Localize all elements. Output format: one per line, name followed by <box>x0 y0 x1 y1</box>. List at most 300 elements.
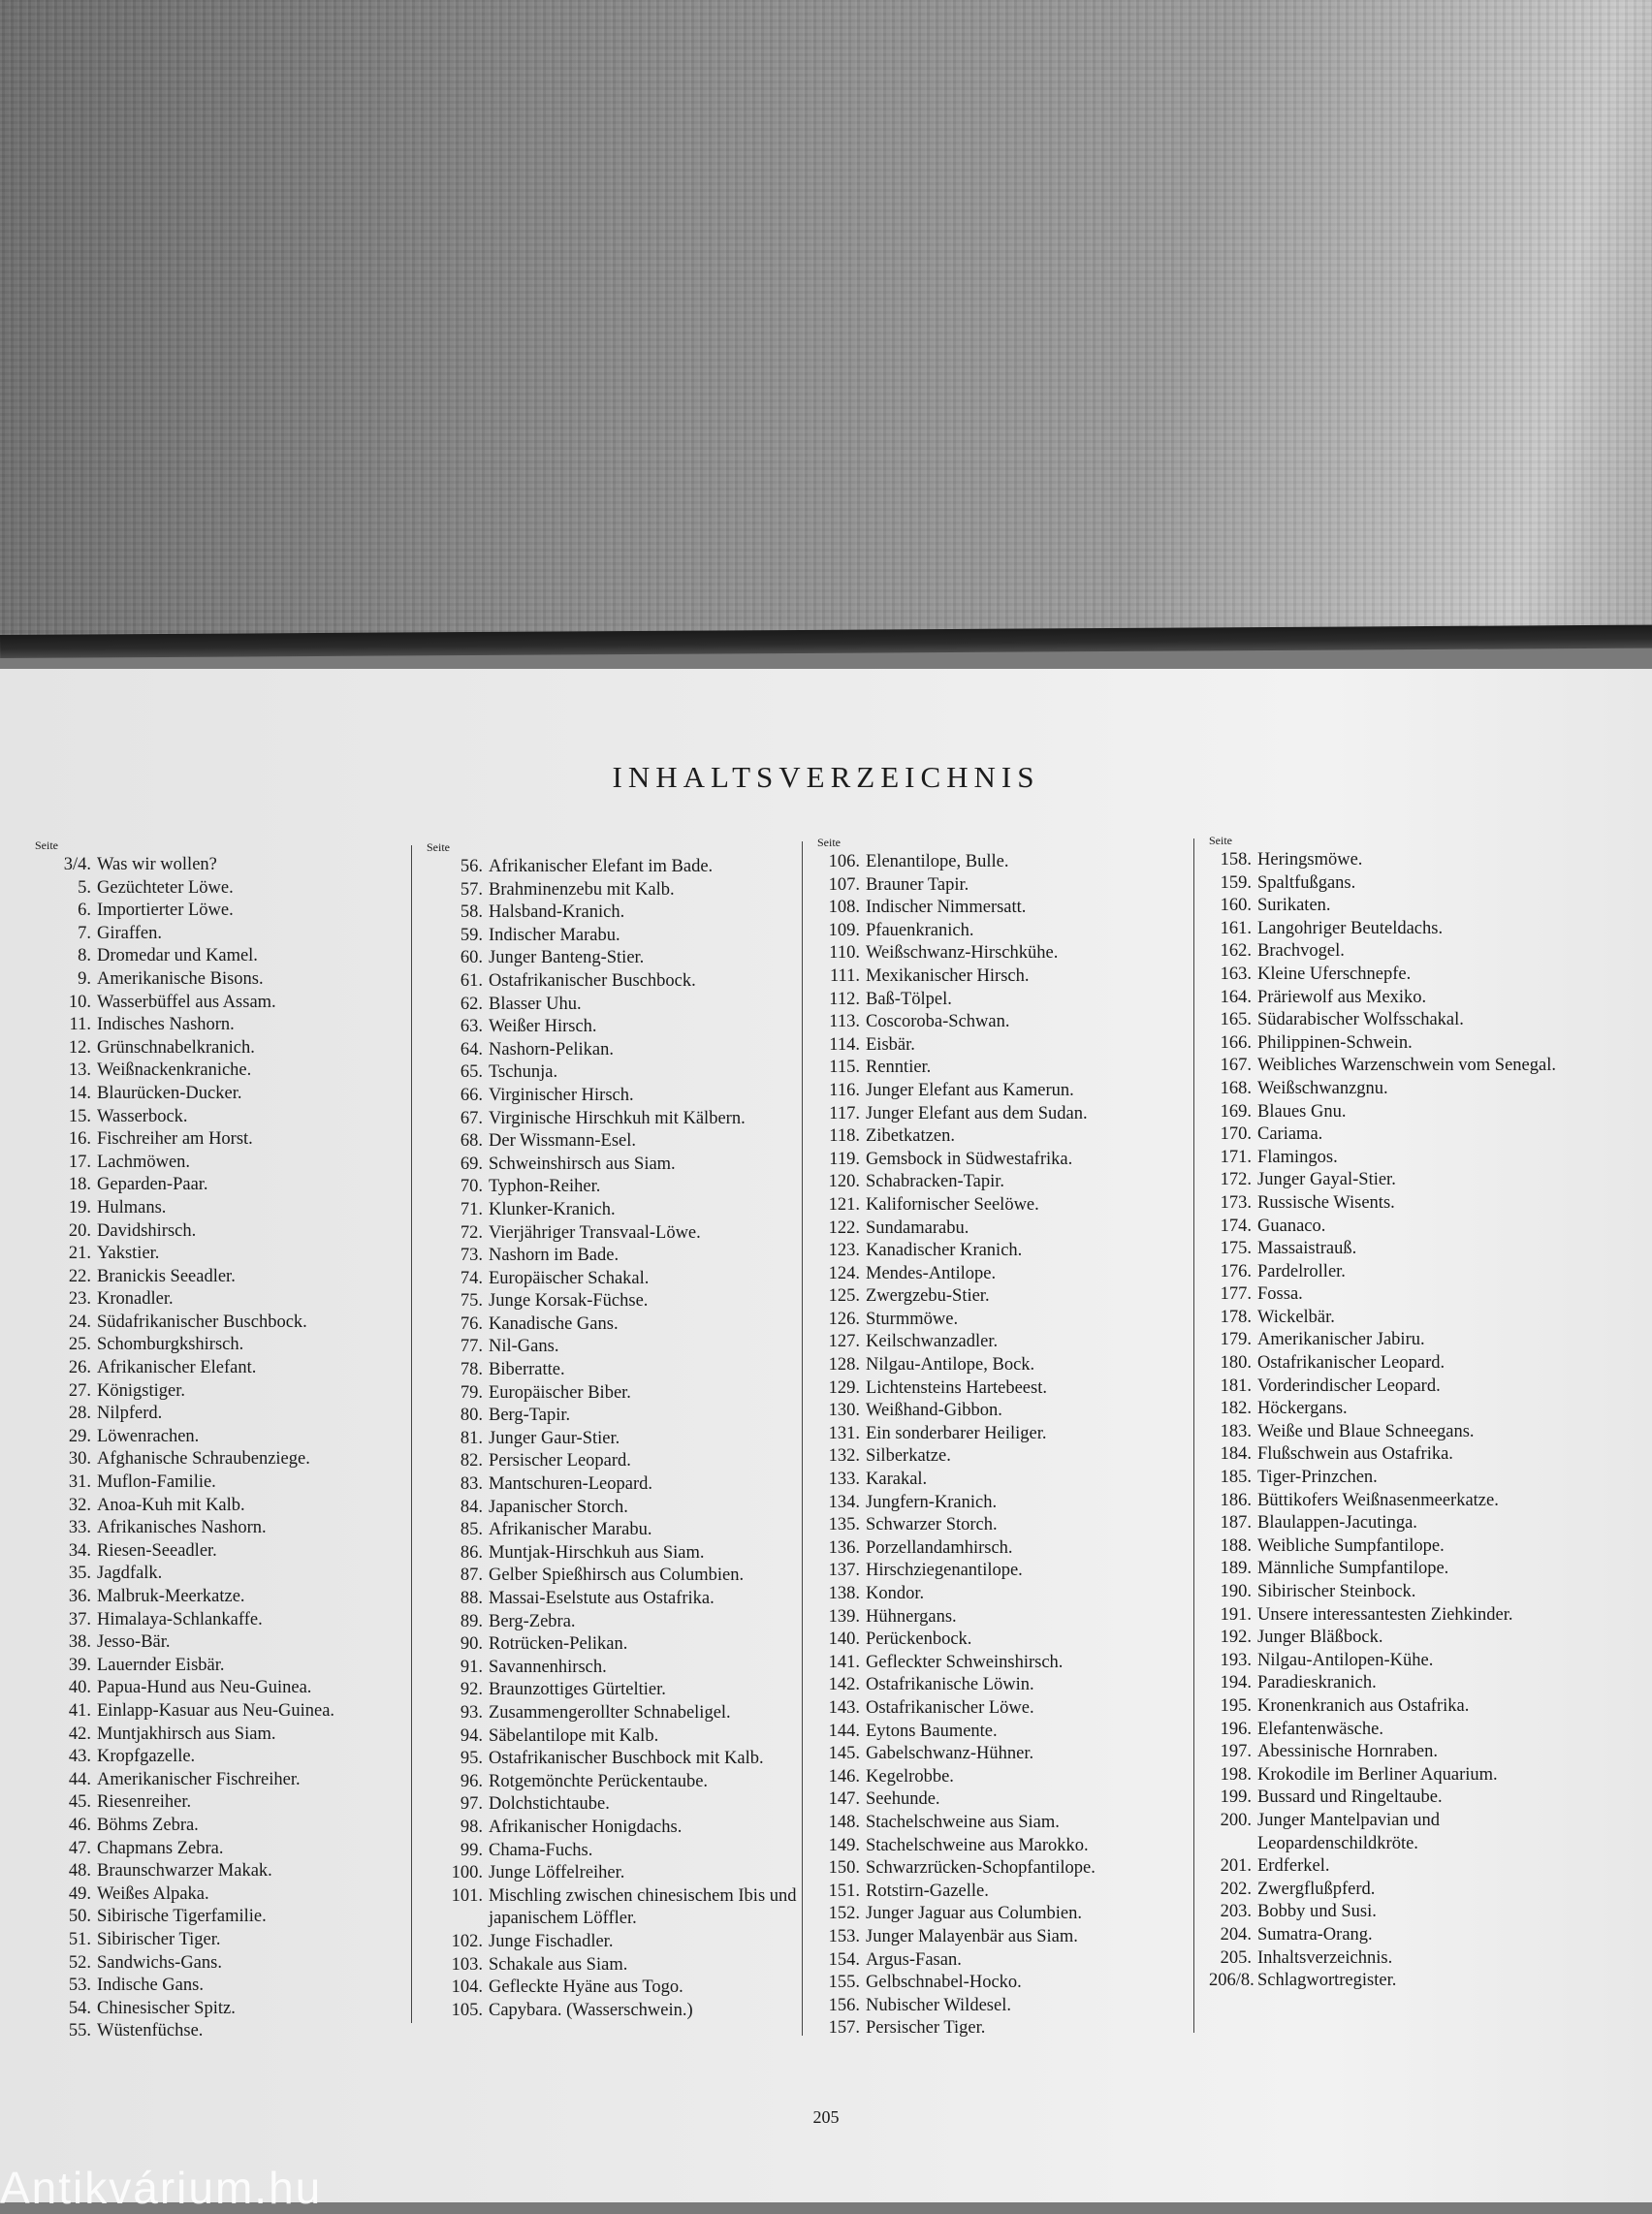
toc-entry-page: 144. <box>828 1721 860 1741</box>
toc-entry-page: 80. <box>460 1406 483 1426</box>
toc-entry <box>817 1812 1195 1835</box>
toc-entry <box>35 1083 413 1106</box>
toc-entry <box>817 1080 1195 1103</box>
toc-entry-title: Sibirische Tigerfamilie. <box>97 1907 267 1927</box>
toc-entry-page: 130. <box>828 1401 860 1421</box>
toc-entry-page: 122. <box>828 1218 860 1238</box>
toc-entry-page: 202. <box>1220 1879 1252 1899</box>
toc-entry <box>1209 987 1587 1010</box>
toc-entry-page: 175. <box>1220 1239 1252 1259</box>
toc-entry <box>427 1771 805 1794</box>
toc-entry <box>427 1565 805 1588</box>
toc-entry <box>35 1540 413 1564</box>
toc-entry-title: Schabracken-Tapir. <box>866 1172 1005 1192</box>
toc-entry <box>1209 1535 1587 1559</box>
toc-entry-title: Eytons Baumente. <box>866 1721 998 1741</box>
toc-entry <box>1209 1695 1587 1719</box>
toc-entry <box>817 851 1195 874</box>
toc-entry-page: 173. <box>1220 1192 1252 1213</box>
toc-entry <box>817 1606 1195 1629</box>
toc-entry <box>1209 1490 1587 1513</box>
toc-entry-page: 19. <box>68 1197 91 1218</box>
toc-entry <box>817 1309 1195 1332</box>
toc-entry-title: Cariama. <box>1257 1124 1323 1145</box>
toc-entry-page: 123. <box>828 1241 860 1261</box>
toc-entry-title: Zusammengerollter Schnabeligel. <box>489 1702 731 1723</box>
toc-entry-page: 45. <box>68 1792 91 1813</box>
toc-entry <box>35 900 413 923</box>
toc-entry-page: 196. <box>1220 1719 1252 1739</box>
toc-entry-page: 42. <box>68 1724 91 1744</box>
toc-entry-title: Europäischer Schakal. <box>489 1268 650 1288</box>
toc-entry-title: Massaistrauß. <box>1257 1239 1357 1259</box>
toc-entry-title: Argus-Fasan. <box>866 1949 962 1970</box>
toc-entry <box>35 1471 413 1495</box>
toc-entry <box>817 1103 1195 1126</box>
toc-entry-title: Nilpferd. <box>97 1404 163 1424</box>
toc-entry-page: 178. <box>1220 1307 1252 1327</box>
toc-entry-title: Nilgau-Antilope, Bock. <box>866 1355 1035 1376</box>
toc-entry-page: 35. <box>68 1564 91 1584</box>
toc-entry-title: Fossa. <box>1257 1284 1303 1305</box>
toc-entry-title: Chinesischer Spitz. <box>97 1998 236 2018</box>
toc-entry-page: 169. <box>1220 1101 1252 1122</box>
toc-entry-title: Unsere interessantesten Ziehkinder. <box>1257 1604 1513 1625</box>
toc-entry-title: Zwergflußpferd. <box>1257 1879 1376 1899</box>
toc-entry <box>817 1057 1195 1080</box>
toc-entry <box>1209 1032 1587 1056</box>
toc-entry-title: Ostafrikanischer Buschbock. <box>489 970 696 991</box>
toc-entry <box>1209 1283 1587 1307</box>
toc-entry-page: 12. <box>68 1037 91 1058</box>
toc-entry-page: 190. <box>1220 1582 1252 1601</box>
toc-entry-title: Langohriger Beuteldachs. <box>1257 918 1444 938</box>
toc-entry-page: 98. <box>460 1817 483 1837</box>
toc-entry-title: Junge Fischadler. <box>489 1931 614 1951</box>
toc-entry-page: 161. <box>1220 918 1252 938</box>
toc-entry-page: 57. <box>460 879 483 900</box>
toc-entry-title: Gelber Spießhirsch aus Columbien. <box>489 1566 745 1586</box>
toc-entry <box>1209 1147 1587 1170</box>
toc-entry <box>427 1061 805 1085</box>
toc-entry-title: Amerikanischer Jabiru. <box>1257 1330 1425 1350</box>
toc-entry-page: 176. <box>1220 1261 1252 1281</box>
toc-entry <box>427 1268 805 1291</box>
toc-entry-title: Hulmans. <box>97 1197 167 1218</box>
toc-entry <box>1209 1421 1587 1444</box>
toc-entry-page: 75. <box>460 1291 483 1312</box>
toc-entry <box>817 2017 1195 2040</box>
toc-entry-title: Amerikanische Bisons. <box>97 968 264 989</box>
toc-entry <box>35 1495 413 1518</box>
toc-entry <box>427 925 805 948</box>
toc-entry-title: Kleine Uferschnepfe. <box>1257 964 1412 984</box>
toc-entry-page: 84. <box>460 1497 483 1517</box>
toc-entry-page: 39. <box>68 1655 91 1675</box>
toc-entry-title: Südafrikanischer Buschbock. <box>97 1312 307 1332</box>
toc-entry-title: Heringsmöwe. <box>1257 850 1363 870</box>
toc-entry-title: Afrikanischer Marabu. <box>489 1520 652 1540</box>
seite-label: Seite <box>1209 834 1232 847</box>
toc-entry-page: 94. <box>460 1725 483 1746</box>
toc-entry-title: Gefleckte Hyäne aus Togo. <box>489 1977 683 1998</box>
toc-entry-title: Rotrücken-Pelikan. <box>489 1634 628 1655</box>
toc-entry <box>817 1697 1195 1721</box>
toc-entry-title: Muntjakhirsch aus Siam. <box>97 1724 276 1744</box>
toc-entry <box>427 1611 805 1634</box>
toc-entry-page: 125. <box>828 1286 860 1307</box>
toc-entry-title: Afrikanischer Honigdachs. <box>489 1817 683 1837</box>
toc-entry-title: Kronadler. <box>97 1289 174 1310</box>
toc-entry-page: 64. <box>460 1039 483 1060</box>
toc-entry-page: 111. <box>829 965 860 986</box>
toc-entry-title: Seehunde. <box>866 1789 940 1810</box>
toc-entry-title: Rotgemönchte Perückentaube. <box>489 1771 709 1791</box>
toc-entry <box>817 1995 1195 2018</box>
toc-entry <box>35 1724 413 1747</box>
toc-entry <box>1209 1078 1587 1101</box>
toc-entry-page: 82. <box>460 1451 483 1471</box>
toc-entry <box>1209 1650 1587 1673</box>
toc-entry <box>427 1862 805 1885</box>
toc-entry-title: Capybara. (Wasserschwein.) <box>489 2000 693 2020</box>
toc-entry-title: Brachvogel. <box>1257 941 1345 962</box>
toc-entry-title: Weißschwanzgnu. <box>1257 1078 1388 1098</box>
toc-entry <box>427 1108 805 1131</box>
toc-entry-page: 65. <box>460 1062 483 1083</box>
toc-entry-title: Ostafrikanischer Löwe. <box>866 1697 1034 1718</box>
toc-entry-title: Grünschnabelkranich. <box>97 1037 255 1058</box>
toc-entry <box>1209 1581 1587 1604</box>
toc-entry-title: Junger Elefant aus Kamerun. <box>866 1080 1074 1100</box>
toc-entry-page: 20. <box>68 1220 91 1241</box>
toc-entry <box>1209 1719 1587 1742</box>
toc-entry-title: Indischer Nimmersatt. <box>866 898 1027 918</box>
toc-entry <box>1209 1376 1587 1399</box>
toc-entry-page: 15. <box>68 1106 91 1126</box>
toc-entry <box>35 1128 413 1152</box>
toc-entry-title: Kronenkranich aus Ostafrika. <box>1257 1695 1470 1716</box>
toc-entry-title: Malbruk-Meerkatze. <box>97 1587 245 1606</box>
toc-entry-title: Tschunja. <box>489 1062 558 1083</box>
toc-entry <box>35 923 413 946</box>
toc-entry-page: 197. <box>1220 1742 1252 1762</box>
toc-entry <box>817 1835 1195 1858</box>
toc-entry-title: Höckergans. <box>1257 1399 1348 1419</box>
toc-entry-page: 88. <box>460 1589 483 1608</box>
toc-entry-page: 96. <box>460 1771 483 1791</box>
toc-entry-title: Sumatra-Orang. <box>1257 1924 1373 1945</box>
toc-entry <box>817 1560 1195 1583</box>
watermark: Antikvárium.hu <box>0 2163 323 2213</box>
toc-entry-title: Büttikofers Weißnasenmeerkatze. <box>1257 1490 1499 1510</box>
toc-entry <box>35 1243 413 1266</box>
toc-entry <box>1209 1216 1587 1239</box>
toc-entry-title: Gefleckter Schweinshirsch. <box>866 1652 1064 1672</box>
toc-entry <box>35 1380 413 1404</box>
toc-entry-page: 90. <box>460 1634 483 1655</box>
toc-entry-title: Wüstenfüchse. <box>97 2021 204 2041</box>
toc-entry <box>1209 895 1587 918</box>
toc-entry <box>817 1492 1195 1515</box>
toc-entry-title: Weibliche Sumpfantilope. <box>1257 1535 1445 1556</box>
toc-entry-page: 8. <box>78 946 91 966</box>
toc-entry-page: 26. <box>68 1358 91 1378</box>
toc-entry <box>1209 1970 1587 1993</box>
toc-entry <box>427 1633 805 1657</box>
toc-entry-title: Weißnackenkraniche. <box>97 1060 252 1081</box>
toc-entry <box>1209 964 1587 987</box>
toc-entry <box>817 1354 1195 1377</box>
toc-entry-page: 49. <box>68 1883 91 1904</box>
toc-entry-page: 34. <box>68 1540 91 1561</box>
page-number: 205 <box>812 2107 840 2127</box>
toc-entry <box>35 1998 413 2021</box>
toc-entry <box>35 1220 413 1244</box>
toc-entry-title: Davidshirsch. <box>97 1220 197 1241</box>
toc-entry-page: 152. <box>828 1904 860 1924</box>
toc-entry-title: Nilgau-Antilopen-Kühe. <box>1257 1650 1434 1670</box>
toc-entry-page: 104. <box>451 1977 483 1998</box>
toc-entry <box>35 1037 413 1060</box>
toc-entry <box>35 1357 413 1380</box>
toc-entry-page: 149. <box>828 1835 860 1855</box>
toc-entry <box>35 1677 413 1700</box>
toc-entry <box>817 989 1195 1012</box>
toc-entry-page: 195. <box>1220 1695 1252 1716</box>
toc-entry-title: Massai-Eselstute aus Ostafrika. <box>489 1589 715 1608</box>
toc-entry-page: 143. <box>828 1697 860 1718</box>
toc-entry-title: Schlagwortregister. <box>1257 1971 1397 1991</box>
toc-entry <box>35 1609 413 1632</box>
toc-entry-title: Nubischer Wildesel. <box>866 1995 1011 2015</box>
toc-entry-title: Kropfgazelle. <box>97 1747 196 1767</box>
toc-entry-page: 77. <box>460 1337 483 1357</box>
toc-entry-page: 166. <box>1220 1032 1252 1053</box>
toc-entry-title: Yakstier. <box>97 1244 160 1264</box>
toc-entry-page: 72. <box>460 1222 483 1243</box>
toc-entry-title: Wickelbär. <box>1257 1307 1335 1327</box>
toc-entry <box>427 1657 805 1680</box>
toc-entry <box>35 968 413 992</box>
toc-entry-page: 191. <box>1220 1604 1252 1625</box>
toc-entry-page: 41. <box>68 1700 91 1721</box>
toc-entry <box>35 1197 413 1220</box>
toc-entry-page: 53. <box>68 1976 91 1996</box>
toc-entry <box>817 1469 1195 1492</box>
toc-entry-page: 167. <box>1220 1056 1252 1076</box>
toc-entry <box>35 1152 413 1175</box>
toc-entry <box>1209 1604 1587 1628</box>
toc-entry-title: Philippinen-Schwein. <box>1257 1032 1413 1053</box>
toc-entry-title: Flußschwein aus Ostafrika. <box>1257 1444 1453 1465</box>
toc-entry-page: 101. <box>451 1885 483 1906</box>
table-surface-background <box>0 0 1652 640</box>
seite-label: Seite <box>817 836 841 849</box>
toc-entry-title: Bobby und Susi. <box>1257 1902 1377 1922</box>
toc-entry <box>427 1473 805 1497</box>
toc-entry <box>1209 940 1587 964</box>
toc-entry-page: 24. <box>68 1312 91 1332</box>
toc-entry <box>427 1176 805 1199</box>
toc-entry-page: 154. <box>828 1949 860 1970</box>
toc-entry-page: 56. <box>460 857 483 876</box>
toc-entry <box>35 1883 413 1907</box>
toc-entry-page: 188. <box>1220 1535 1252 1556</box>
toc-entry-page: 74. <box>460 1268 483 1288</box>
toc-entry-page: 164. <box>1220 987 1252 1007</box>
toc-entry <box>817 1125 1195 1149</box>
toc-entry-title: Hirschziegenantilope. <box>866 1561 1023 1581</box>
toc-entry-title: Klunker-Kranich. <box>489 1199 616 1219</box>
toc-entry-page: 28. <box>68 1404 91 1424</box>
toc-entry-title: Blaulappen-Jacutinga. <box>1257 1513 1417 1534</box>
toc-entry <box>817 1743 1195 1766</box>
toc-entry <box>817 1171 1195 1194</box>
toc-entry-title: Fischreiher am Horst. <box>97 1129 253 1150</box>
toc-entry-title: Vierjähriger Transvaal-Löwe. <box>489 1222 701 1243</box>
toc-entry-title: Präriewolf aus Mexiko. <box>1257 987 1427 1007</box>
toc-entry-page: 132. <box>828 1446 860 1467</box>
toc-entry-title: Persischer Tiger. <box>866 2018 986 2039</box>
toc-entry-page: 160. <box>1220 896 1252 916</box>
toc-entry-page: 145. <box>828 1744 860 1764</box>
toc-entry <box>817 1721 1195 1744</box>
toc-entry <box>1209 1329 1587 1352</box>
toc-entry-title: Virginischer Hirsch. <box>489 1085 634 1105</box>
toc-entry <box>427 947 805 970</box>
toc-entry <box>1209 1924 1587 1947</box>
toc-entry <box>1209 1009 1587 1032</box>
toc-entry-page: 55. <box>68 2021 91 2041</box>
toc-entry <box>427 1450 805 1473</box>
toc-entry-title: Brauner Tapir. <box>866 874 969 895</box>
toc-entry-title: Renntier. <box>866 1058 932 1078</box>
toc-entry-title: Kanadische Gans. <box>489 1313 619 1334</box>
toc-entry-title: Muflon-Familie. <box>97 1472 216 1493</box>
toc-entry <box>817 1400 1195 1423</box>
toc-entry-page: 70. <box>460 1177 483 1197</box>
toc-entry-page: 151. <box>828 1881 860 1901</box>
toc-entry-title: Chama-Fuchs. <box>489 1840 593 1860</box>
toc-entry <box>1209 1169 1587 1192</box>
toc-entry-page: 110. <box>829 943 860 964</box>
toc-entry <box>1209 1672 1587 1695</box>
toc-entry-title: Säbelantilope mit Kalb. <box>489 1725 659 1746</box>
toc-entry-page: 11. <box>69 1015 91 1035</box>
toc-entry-title: Zwergzebu-Stier. <box>866 1286 990 1307</box>
toc-entry-title: Eisbär. <box>866 1034 915 1055</box>
toc-entry-title: Importierter Löwe. <box>97 901 234 921</box>
toc-entry-page: 38. <box>68 1632 91 1653</box>
toc-entry-title: Erdferkel. <box>1257 1856 1330 1877</box>
toc-entry-page: 71. <box>460 1199 483 1219</box>
toc-entry-title: Sibirischer Tiger. <box>97 1929 221 1949</box>
toc-entry-title: Stachelschweine aus Marokko. <box>866 1835 1089 1855</box>
toc-entry-title: Kalifornischer Seelöwe. <box>866 1194 1039 1215</box>
toc-entry <box>427 901 805 925</box>
toc-entry-page: 189. <box>1220 1559 1252 1579</box>
toc-entry <box>427 1679 805 1702</box>
toc-entry-title: Inhaltsverzeichnis. <box>1257 1947 1393 1968</box>
toc-entry-title: Sturmmöwe. <box>866 1309 959 1329</box>
toc-entry-page: 109. <box>828 920 860 940</box>
toc-entry-title: Vorderindischer Leopard. <box>1257 1376 1441 1396</box>
toc-entry <box>817 920 1195 943</box>
toc-entry-title: Pfauenkranich. <box>866 920 974 940</box>
toc-entry-title: Schomburgkshirsch. <box>97 1335 244 1355</box>
toc-entry-title: Nashorn-Pelikan. <box>489 1039 614 1060</box>
toc-entry-title: Junge Löffelreiher. <box>489 1863 625 1883</box>
toc-entry-title: Böhms Zebra. <box>97 1815 199 1835</box>
toc-entry-page: 33. <box>68 1518 91 1538</box>
toc-entry <box>427 1588 805 1611</box>
toc-entry-page: 107. <box>828 874 860 895</box>
toc-entry-page: 172. <box>1220 1170 1252 1190</box>
toc-entry <box>35 1174 413 1197</box>
toc-entry-page: 36. <box>68 1587 91 1606</box>
toc-entry <box>427 1085 805 1108</box>
toc-entry <box>35 1838 413 1861</box>
toc-entry-title: Ostafrikanischer Buschbock mit Kalb. <box>489 1749 764 1769</box>
toc-entry-title: Sibirischer Steinbock. <box>1257 1582 1416 1601</box>
toc-entry-title: Branickis Seeadler. <box>97 1266 236 1286</box>
toc-entry <box>1209 1352 1587 1376</box>
toc-entry-page: 89. <box>460 1611 483 1631</box>
toc-entry-title: Weiße und Blaue Schneegans. <box>1257 1421 1475 1441</box>
toc-entry <box>427 1039 805 1062</box>
toc-entry <box>817 1652 1195 1675</box>
toc-entry-title: Savannenhirsch. <box>489 1657 607 1677</box>
toc-entry-page: 146. <box>828 1766 860 1787</box>
toc-entry-page: 115. <box>829 1058 860 1078</box>
toc-entry <box>1209 1398 1587 1421</box>
toc-entry-page: 162. <box>1220 941 1252 962</box>
toc-column-3 <box>817 836 1195 2040</box>
toc-entry-page: 17. <box>68 1152 91 1172</box>
toc-entry-title: Jungfern-Kranich. <box>866 1492 998 1512</box>
toc-entry-page: 147. <box>828 1789 860 1810</box>
toc-entry-title: Afrikanischer Elefant. <box>97 1358 257 1378</box>
toc-entry-page: 30. <box>68 1449 91 1470</box>
toc-entry-title: Himalaya-Schlankaffe. <box>97 1609 263 1629</box>
toc-entry-page: 68. <box>460 1131 483 1152</box>
toc-entry-title: Gelbschnabel-Hocko. <box>866 1973 1022 1993</box>
toc-entry <box>1209 872 1587 896</box>
toc-entry <box>35 877 413 901</box>
toc-entry-title: Europäischer Biber. <box>489 1382 631 1403</box>
toc-entry-page: 10. <box>68 992 91 1012</box>
toc-entry-page: 203. <box>1220 1902 1252 1922</box>
toc-entry <box>1209 1123 1587 1147</box>
toc-entry <box>817 942 1195 965</box>
toc-entry-title: Schwarzrücken-Schopfantilope. <box>866 1858 1096 1879</box>
toc-entry <box>35 1426 413 1449</box>
toc-entry-title: Schweinshirsch aus Siam. <box>489 1154 676 1174</box>
toc-entry-title: Tiger-Prinzchen. <box>1257 1468 1378 1488</box>
toc-entry <box>817 1445 1195 1469</box>
toc-entry <box>427 1154 805 1177</box>
toc-entry-page: 187. <box>1220 1513 1252 1534</box>
toc-entry <box>35 1586 413 1609</box>
toc-entry-page: 16. <box>68 1129 91 1150</box>
toc-entry <box>817 1423 1195 1446</box>
toc-entry <box>427 1702 805 1725</box>
toc-entry-page: 25. <box>68 1335 91 1355</box>
toc-entry-page: 157. <box>828 2018 860 2039</box>
toc-entry-page: 73. <box>460 1246 483 1266</box>
toc-entry-page: 32. <box>68 1495 91 1515</box>
